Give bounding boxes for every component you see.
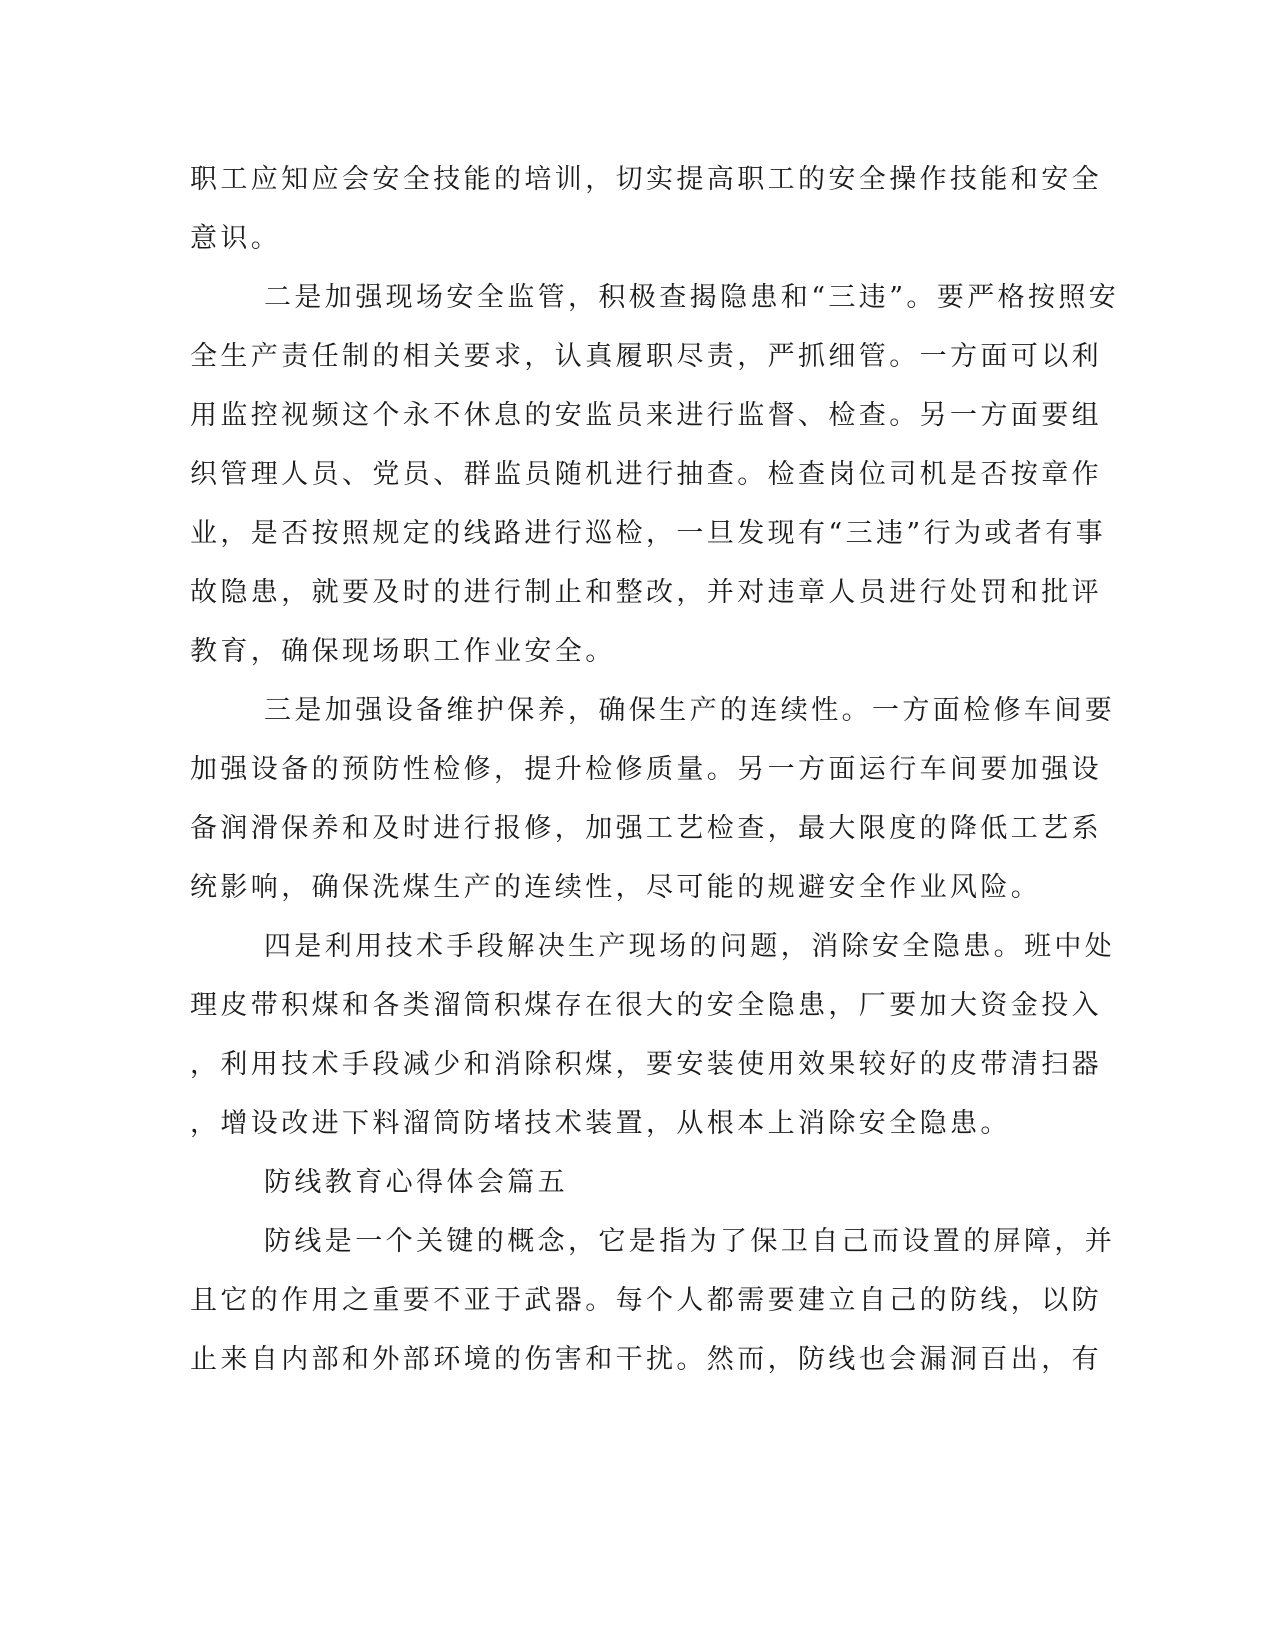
- text-line: 业，是否按照规定的线路进行巡检，一旦发现有“三违”行为或者有事: [190, 518, 1107, 549]
- text-line: 止来自内部和外部环境的伤害和干扰。然而，防线也会漏洞百出，有: [190, 1344, 1102, 1375]
- text-line: 备润滑保养和及时进行报修，加强工艺检查，最大限度的降低工艺系: [190, 813, 1102, 844]
- paragraph-3-start: 三是加强设备维护保养，确保生产的连续性。一方面检修车间要: [264, 695, 1116, 726]
- text-line: 且它的作用之重要不亚于武器。每个人都需要建立自己的防线，以防: [190, 1285, 1102, 1316]
- text-line: 意识。: [190, 223, 282, 254]
- text-line: 全生产责任制的相关要求，认真履职尽责，严抓细管。一方面可以利: [190, 341, 1102, 372]
- paragraph-5-start: 防线是一个关键的概念，它是指为了保卫自己而设置的屏障，并: [264, 1226, 1116, 1257]
- text-line: 加强设备的预防性检修，提升检修质量。另一方面运行车间要加强设: [190, 754, 1102, 785]
- text-line: 织管理人员、党员、群监员随机进行抽查。检查岗位司机是否按章作: [190, 459, 1102, 490]
- paragraph-4-start: 四是利用技术手段解决生产现场的问题，消除安全隐患。班中处: [264, 931, 1116, 962]
- paragraph-2-start: 二是加强现场安全监管，积极查揭隐患和“三违”。要严格按照安: [264, 282, 1120, 313]
- text-line: ，增设改进下料溜筒防堵技术装置，从根本上消除安全隐患。: [190, 1108, 1011, 1139]
- text-line: 用监控视频这个永不休息的安监员来进行监督、检查。另一方面要组: [190, 400, 1102, 431]
- text-line: 故隐患，就要及时的进行制止和整改，并对违章人员进行处罚和批评: [190, 577, 1102, 608]
- text-line: 教育，确保现场职工作业安全。: [190, 636, 616, 667]
- text-line: ，利用技术手段减少和消除积煤，要安装使用效果较好的皮带清扫器: [190, 1049, 1102, 1080]
- text-line: 统影响，确保洗煤生产的连续性，尽可能的规避安全作业风险。: [190, 872, 1042, 903]
- section-heading: 防线教育心得体会篇五: [264, 1167, 568, 1198]
- text-line: 职工应知应会安全技能的培训，切实提高职工的安全操作技能和安全: [190, 164, 1102, 195]
- text-line: 理皮带积煤和各类溜筒积煤存在很大的安全隐患，厂要加大资金投入: [190, 990, 1102, 1021]
